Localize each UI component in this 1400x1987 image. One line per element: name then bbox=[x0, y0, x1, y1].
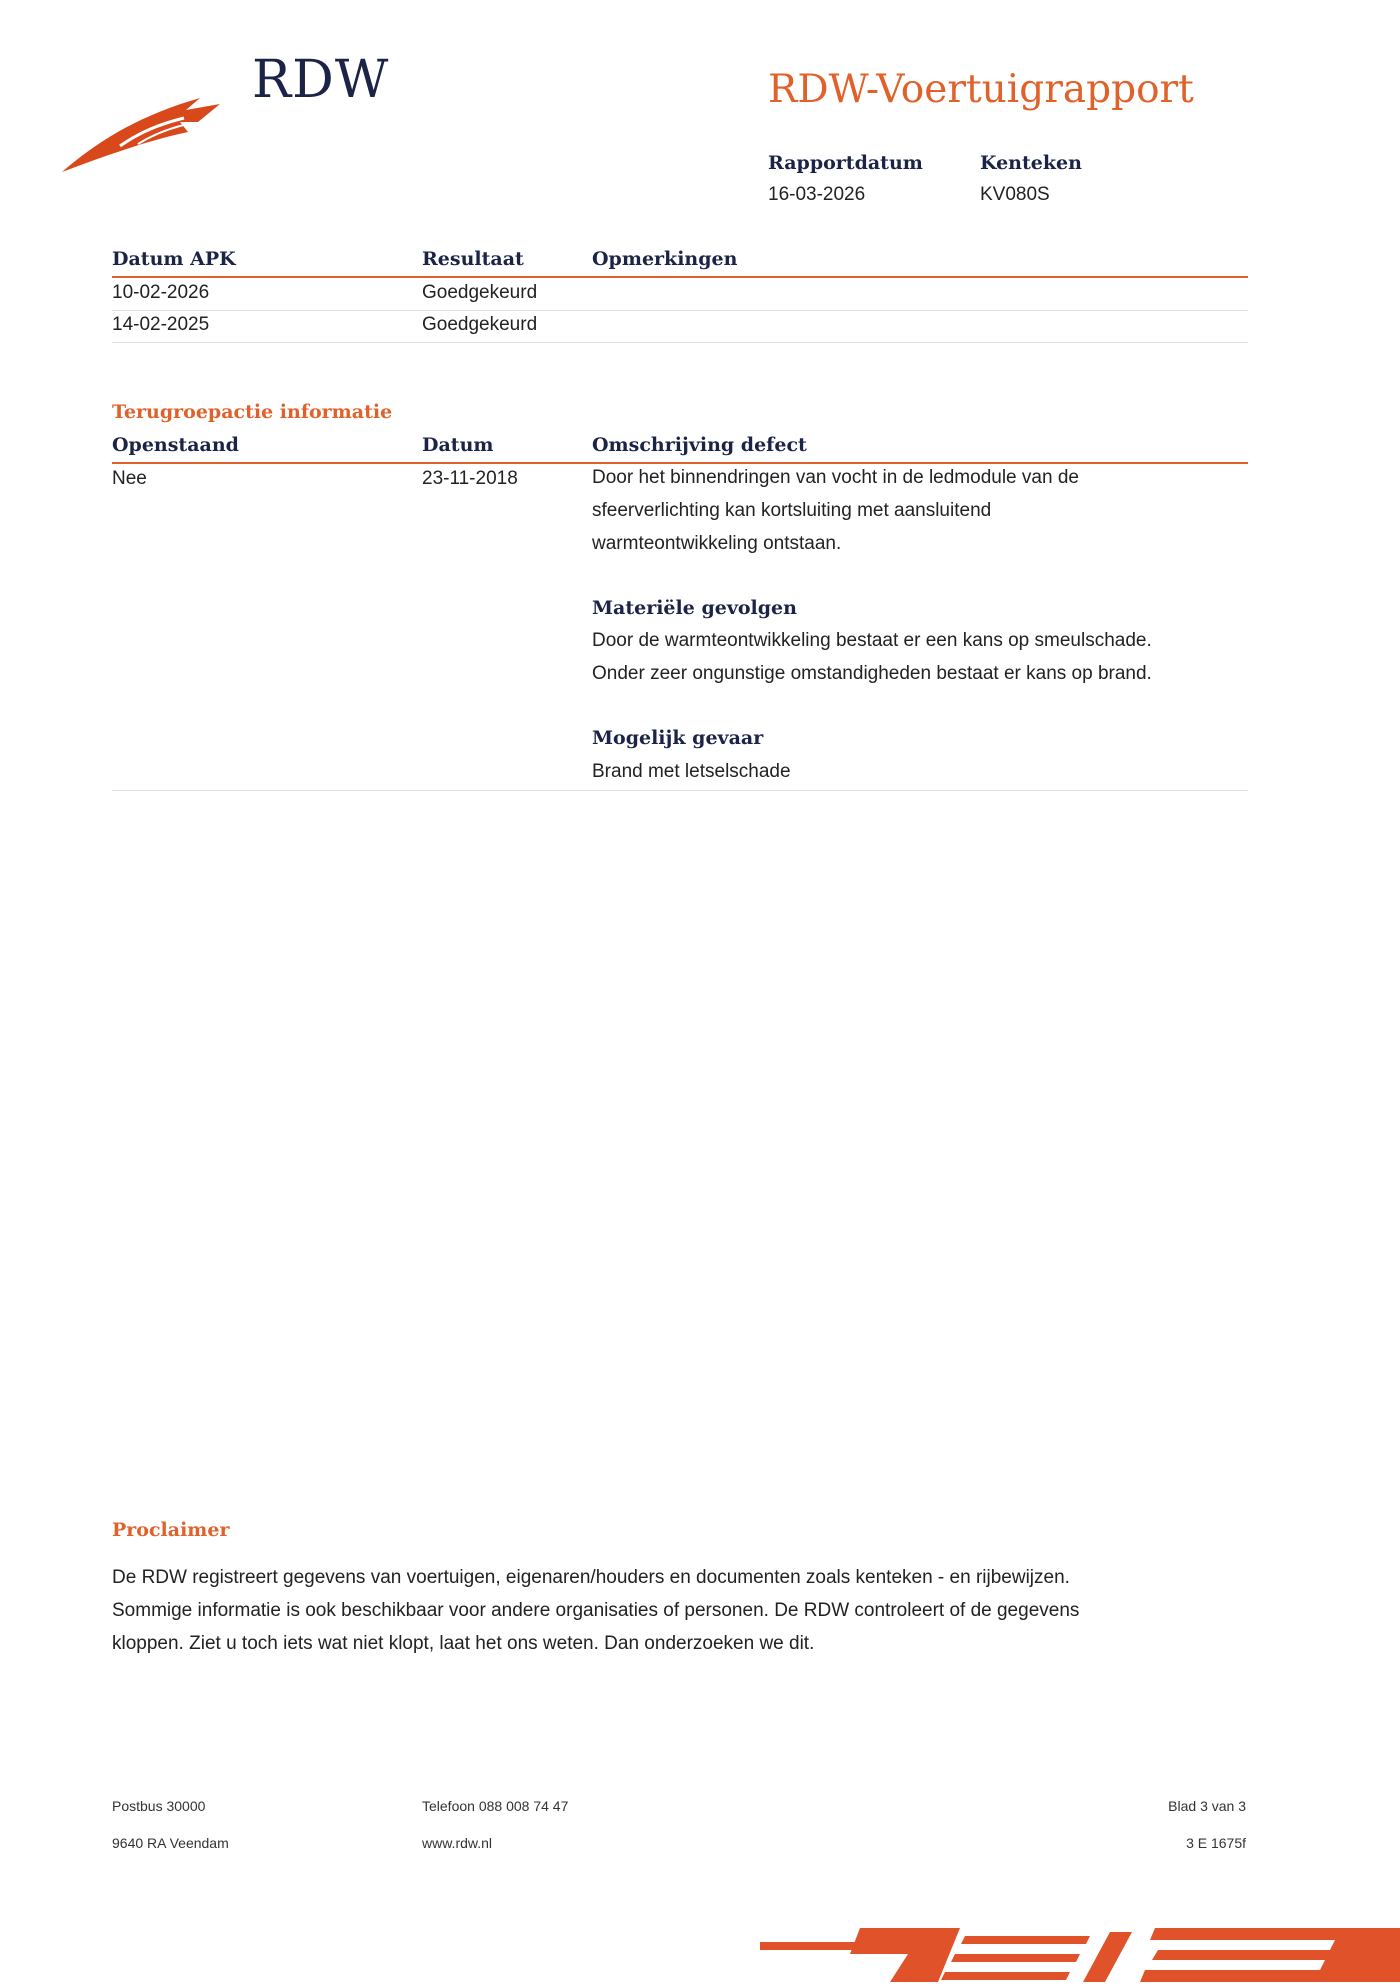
material-text bbox=[592, 624, 1252, 690]
defect-line: sfeerverlichting kan kortsluiting met aansluitend bbox=[592, 500, 992, 521]
report-title: RDW-Voertuigrapport bbox=[768, 67, 1194, 112]
plate: KV080S bbox=[980, 184, 1050, 205]
footer-page: Blad 3 van 3 bbox=[1168, 1798, 1246, 1814]
report-date-label: Rapportdatum bbox=[768, 152, 923, 174]
recall-open: Nee bbox=[112, 468, 147, 489]
apk-row-1-result: Goedgekeurd bbox=[422, 282, 538, 303]
defect-line: Door het binnendringen van vocht in de ledmodule van de bbox=[592, 467, 1079, 488]
apk-row-divider bbox=[112, 310, 1248, 311]
recall-col-date: Datum bbox=[422, 434, 494, 456]
proclaimer-line: kloppen. Ziet u toch iets wat niet klopt, laat het ons weten. Dan onderzoeken we dit. bbox=[112, 1633, 815, 1654]
apk-header-rule bbox=[112, 276, 1248, 278]
proclaimer-line: De RDW registreert gegevens van voertuigen, eigenaren/houders en documenten zoals kenteken - en rijbewijzen. bbox=[112, 1567, 1070, 1588]
footer-postbus: Postbus 30000 bbox=[112, 1798, 206, 1814]
recall-col-open: Openstaand bbox=[112, 434, 239, 456]
proclaimer-text bbox=[112, 1561, 1272, 1660]
logo-text: RDW bbox=[252, 50, 390, 110]
footer-web: www.rdw.nl bbox=[422, 1835, 493, 1851]
material-line: Onder zeer ongunstige omstandigheden bestaat er kans op brand. bbox=[592, 663, 1152, 684]
apk-row-2-date: 14-02-2025 bbox=[112, 314, 210, 335]
proclaimer-line: Sommige informatie is ook beschikbaar voor andere organisaties of personen. De RDW controleert of de gegevens bbox=[112, 1600, 1080, 1621]
footer-code: 3 E 1675f bbox=[1186, 1835, 1246, 1851]
recall-defect-text bbox=[592, 461, 1252, 560]
danger-text: Brand met letselschade bbox=[592, 761, 791, 782]
apk-row-2-result: Goedgekeurd bbox=[422, 314, 538, 335]
footer-city: 9640 RA Veendam bbox=[112, 1835, 229, 1851]
rdw-stripes-graphic-icon bbox=[760, 1924, 1400, 1987]
material-line: Door de warmteontwikkeling bestaat er een kans op smeulschade. bbox=[592, 630, 1152, 651]
apk-col-result: Resultaat bbox=[422, 248, 524, 270]
defect-line: warmteontwikkeling ontstaan. bbox=[592, 533, 842, 554]
footer-phone: Telefoon 088 008 74 47 bbox=[422, 1798, 569, 1814]
proclaimer-title: Proclaimer bbox=[112, 1519, 230, 1541]
rdw-logo-icon bbox=[60, 88, 230, 179]
recall-section-title: Terugroepactie informatie bbox=[112, 401, 393, 423]
recall-bottom-rule bbox=[112, 790, 1248, 791]
report-date: 16-03-2026 bbox=[768, 184, 866, 205]
danger-title: Mogelijk gevaar bbox=[592, 727, 764, 749]
apk-col-date: Datum APK bbox=[112, 248, 236, 270]
apk-row-divider bbox=[112, 342, 1248, 343]
material-title: Materiële gevolgen bbox=[592, 597, 797, 619]
recall-col-defect: Omschrijving defect bbox=[592, 434, 807, 456]
apk-row-1-date: 10-02-2026 bbox=[112, 282, 210, 303]
apk-col-remarks: Opmerkingen bbox=[592, 248, 738, 270]
recall-date: 23-11-2018 bbox=[422, 468, 518, 489]
plate-label: Kenteken bbox=[980, 152, 1082, 174]
